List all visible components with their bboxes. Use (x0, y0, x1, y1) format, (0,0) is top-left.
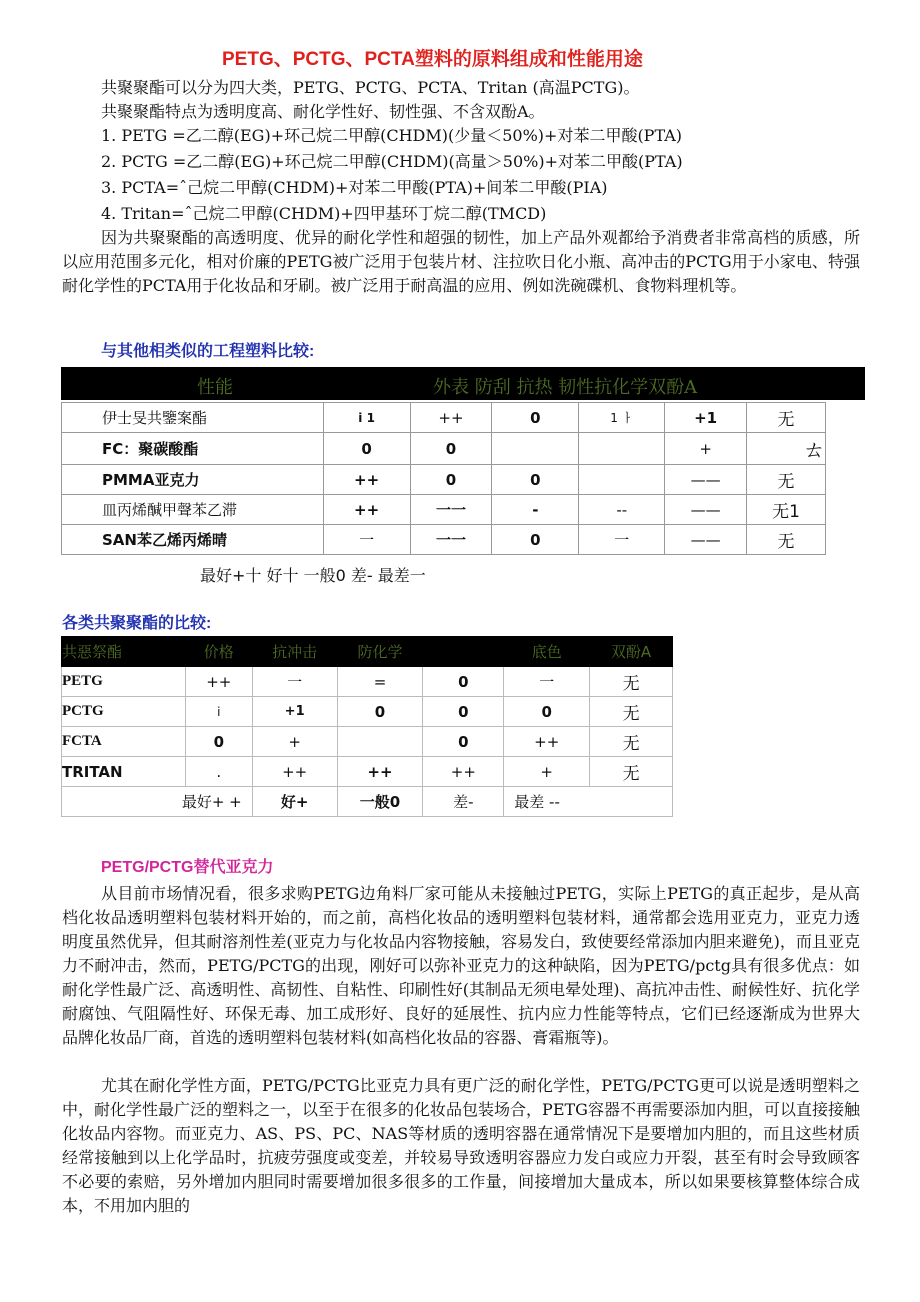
table-row (62, 433, 826, 465)
table-row (62, 757, 673, 787)
cell: i (185, 697, 252, 727)
cell (579, 433, 665, 465)
cell: + (252, 727, 337, 757)
header-cell (423, 637, 504, 667)
table-row (62, 495, 826, 525)
header-cell: 底色 (504, 637, 590, 667)
legend-cell: 好+ (252, 787, 337, 817)
copoly-table (61, 636, 673, 817)
cell: -- (579, 495, 665, 525)
intro-line: 2. PCTG =乙二醇(EG)+环己烷二甲醇(CHDM)(高量＞50%)+对苯二甲酸(PTA) (101, 152, 683, 171)
cell: 0 (492, 525, 579, 555)
cell: 0 (423, 697, 504, 727)
cell: 0 (410, 465, 492, 495)
row-label: SAN苯乙烯丙烯晴 (62, 525, 324, 555)
row-label: PCTG (62, 697, 186, 727)
legend-cell: 一般0 (337, 787, 423, 817)
cell: 0 (423, 667, 504, 697)
cell: +1 (665, 403, 747, 433)
cell (492, 433, 579, 465)
cell: 一一 (410, 525, 492, 555)
cell: ++ (185, 667, 252, 697)
cell (337, 727, 423, 757)
header-cell: 共惡祭酯 (62, 637, 186, 667)
cell: 无 (590, 697, 673, 727)
cell: ++ (252, 757, 337, 787)
legend-cell: 最好+ + (62, 787, 253, 817)
cell: —— (665, 465, 747, 495)
cell: - (492, 495, 579, 525)
row-label: 皿丙烯醎甲聲苯乙滞 (62, 495, 324, 525)
table-row (62, 403, 826, 433)
intro-line: 共聚聚酯特点为透明度高、耐化学性好、韧性强、不含双酚A。 (101, 102, 545, 121)
cell: 无 (747, 525, 826, 555)
cell: = (337, 667, 423, 697)
paragraph-petg-origin: 从目前市场情况看，很多求购PETG边角料厂家可能从未接触过PETG，实际上PETG的真正起步，是从高档化妆品透明塑料包装材料开始的，而之前，高档化妆品的透明塑料包装材料，通常都会选用亚克力，亚克力透明度虽然优异，但其耐溶剂性差(亚克力与化妆品内容物接触，容易发白，致使要经常添加内胆来避免)，而且亚克力不耐冲击，然而，PETG/PCTG的出现，刚好可以弥补亚克力的这种缺陷，因为PETG/pctg具有很多优点：如耐化学性最广泛、高透明性、高韧性、自粘性、印刷性好(其制品无须电晕处理)、高抗冲击性、耐候性好、抗化学耐腐蚀、气阻隔性好、环保无毒、加工成形好、良好的延展性、抗内应力性能等特点，它们已经逐渐成为世界大品牌化妆品厂商，首选的透明塑料包装材料(如高档化妆品的容器、膏霜瓶等)。 (62, 884, 860, 1047)
paragraph-applications: 因为共聚聚酯的高透明度、优异的耐化学性和超强的韧性，加上产品外观都给予消费者非常高档的质感，所以应用范围多元化，相对价廉的PETG被广泛用于包装片材、注拉吹日化小瓶、高冲击的PCTG用于小家电、特强耐化学性的PCTA用于化妆品和牙刷。被广泛用于耐高温的应用、例如洗碗碟机、食物料理机等。 (62, 228, 860, 295)
row-label: FCTA (62, 727, 186, 757)
row-label: FC：聚碳酸酯 (62, 433, 324, 465)
row-label: PETG (62, 667, 186, 697)
cell: 0 (492, 403, 579, 433)
cell: ++ (423, 757, 504, 787)
page-title: PETG、PCTG、PCTA塑料的原料组成和性能用途 (222, 49, 643, 70)
cell: 无1 (747, 495, 826, 525)
table-row (62, 465, 826, 495)
cell: 一一 (410, 495, 492, 525)
cell: 1 ㅏ (579, 403, 665, 433)
cell: 0 (410, 433, 492, 465)
cell: ++ (504, 727, 590, 757)
cell: 一 (252, 667, 337, 697)
intro-line: 3. PCTA=ˆ己烷二甲醇(CHDM)+对苯二甲酸(PTA)+间苯二甲酸(PIA) (101, 178, 608, 197)
row-label: PMMA亚克力 (62, 465, 324, 495)
header-cell: 防化学 (337, 637, 423, 667)
cell: 0 (185, 727, 252, 757)
cell: ㄊ (747, 433, 826, 465)
compare-table (61, 402, 826, 555)
compare-header-right: 外表 防刮 抗热 韧性抗化学双酚A (433, 377, 698, 398)
cell: 0 (423, 727, 504, 757)
compare-header-bar (61, 367, 865, 400)
cell: 0 (323, 433, 410, 465)
table-row (62, 727, 673, 757)
table-row (62, 697, 673, 727)
cell: + (665, 433, 747, 465)
compare-heading: 与其他相类似的工程塑料比较: (101, 343, 315, 360)
intro-line: 共聚聚酯可以分为四大类，PETG、PCTG、PCTA、Tritan (高温PCTG)。 (101, 78, 640, 97)
cell: 无 (590, 667, 673, 697)
cell: ++ (323, 495, 410, 525)
cell: 无 (747, 403, 826, 433)
cell: ++ (410, 403, 492, 433)
intro-line: 1. PETG =乙二醇(EG)+环己烷二甲醇(CHDM)(少量＜50%)+对苯二甲酸(PTA) (101, 126, 683, 145)
cell: i 1 (323, 403, 410, 433)
header-cell: 价格 (185, 637, 252, 667)
cell: —— (665, 525, 747, 555)
cell: 0 (492, 465, 579, 495)
legend-cell: 最差 -- (504, 787, 673, 817)
header-cell: 双酚A (590, 637, 673, 667)
cell: 一 (504, 667, 590, 697)
cell (579, 465, 665, 495)
row-label: 伊士旻共鑒案酯 (62, 403, 324, 433)
paragraph-chemical-resistance: 尤其在耐化学性方面，PETG/PCTG比亚克力具有更广泛的耐化学性，PETG/PCTG更可以说是透明塑料之中，耐化学性最广泛的塑料之一，以至于在很多的化妆品包装场合，PETG容器不再需要添加内胆，可以直接接触化妆品内容物。而亚克力、AS、PS、PC、NAS等材质的透明容器在通常情况下是要增加内胆的，而且这些材质经常接触到以上化学品时，抗疲劳强度或变差，并较易导致透明容器应力发白或应力开裂，甚至有时会导致顾客不必要的索赔，另外增加内胆同时需要增加很多很多的工作量，间接增加大量成本，所以如果要核算整体综合成本，不用加内胆的 (62, 1076, 860, 1215)
table-row (62, 525, 826, 555)
cell: 0 (504, 697, 590, 727)
table-header-row (62, 637, 673, 667)
cell: ++ (337, 757, 423, 787)
cell: 无 (747, 465, 826, 495)
legend-cell: 差- (423, 787, 504, 817)
cell: —— (665, 495, 747, 525)
cell: 一 (579, 525, 665, 555)
header-cell: 抗冲击 (252, 637, 337, 667)
section-heading: PETG/PCTG替代亚克力 (101, 859, 274, 876)
compare-legend: 最好+十 好十 一般0 差- 最差一 (200, 566, 426, 585)
copoly-heading: 各类共聚聚酯的比较: (62, 615, 212, 632)
compare-header-left: 性能 (197, 377, 233, 398)
cell: 一 (323, 525, 410, 555)
cell: ++ (323, 465, 410, 495)
cell: + (504, 757, 590, 787)
cell: . (185, 757, 252, 787)
intro-line: 4. Tritan=ˆ己烷二甲醇(CHDM)+四甲基环丁烷二醇(TMCD) (101, 204, 547, 223)
row-label: TRITAN (62, 757, 186, 787)
cell: +1 (252, 697, 337, 727)
table-row (62, 667, 673, 697)
cell: 无 (590, 757, 673, 787)
cell: 0 (337, 697, 423, 727)
cell: 无 (590, 727, 673, 757)
table-legend-row (62, 787, 673, 817)
